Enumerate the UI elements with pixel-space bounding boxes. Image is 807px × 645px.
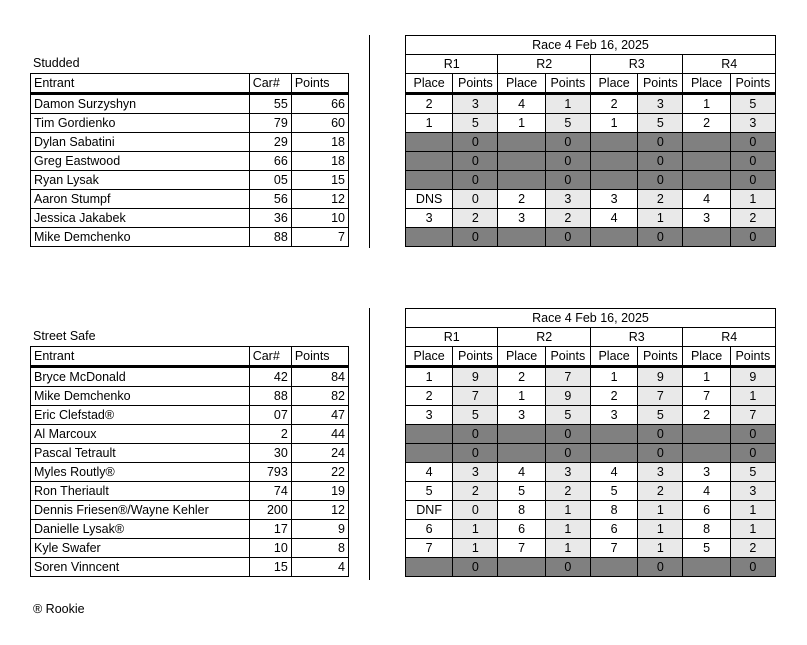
place-cell: 2 — [406, 94, 453, 114]
points-cell: 0 — [453, 558, 498, 577]
points-cell: 3 — [638, 94, 683, 114]
entrant-name: Pascal Tetrault — [31, 444, 250, 463]
result-row — [406, 387, 776, 406]
place-header: Place — [590, 347, 637, 367]
place-cell: 3 — [498, 406, 545, 425]
place-cell: 7 — [406, 539, 453, 558]
entrant-name: Mike Demchenko — [31, 228, 250, 247]
points-cell: 0 — [638, 425, 683, 444]
points-cell: 1 — [730, 501, 775, 520]
points-cell: 1 — [730, 520, 775, 539]
place-cell: 4 — [498, 463, 545, 482]
points-header: Points — [453, 74, 498, 94]
standings-row — [31, 425, 349, 444]
place-cell — [590, 558, 637, 577]
entrant-name: Tim Gordienko — [31, 114, 250, 133]
street-safe-race-results-table — [405, 308, 776, 577]
round-r2-header: R2 — [498, 328, 590, 347]
standings-row — [31, 190, 349, 209]
points-cell: 2 — [453, 209, 498, 228]
entrant-name: Myles Routly® — [31, 463, 250, 482]
place-cell — [683, 444, 730, 463]
points-header: Points — [638, 74, 683, 94]
place-cell: 1 — [406, 114, 453, 133]
points-total: 12 — [291, 501, 348, 520]
points-total: 12 — [291, 190, 348, 209]
place-points-header-row — [406, 74, 776, 94]
points-cell: 0 — [638, 558, 683, 577]
place-cell: 7 — [683, 387, 730, 406]
place-cell — [498, 133, 545, 152]
points-cell: 1 — [453, 520, 498, 539]
points-cell: 1 — [545, 501, 590, 520]
place-cell: 4 — [590, 209, 637, 228]
car-number: 42 — [249, 367, 291, 387]
standings-row — [31, 367, 349, 387]
place-cell — [590, 444, 637, 463]
result-row — [406, 133, 776, 152]
result-row — [406, 406, 776, 425]
studded-divider — [369, 35, 370, 248]
points-cell: 1 — [730, 387, 775, 406]
place-cell — [406, 558, 453, 577]
entrant-name: Bryce McDonald — [31, 367, 250, 387]
entrant-name: Jessica Jakabek — [31, 209, 250, 228]
standings-row — [31, 444, 349, 463]
points-cell: 2 — [545, 209, 590, 228]
standings-row — [31, 558, 349, 577]
place-cell: 8 — [683, 520, 730, 539]
place-cell — [683, 133, 730, 152]
points-cell: 1 — [545, 94, 590, 114]
place-header: Place — [590, 74, 637, 94]
street-safe-divider — [369, 308, 370, 580]
points-cell: 0 — [453, 501, 498, 520]
place-cell: 3 — [590, 190, 637, 209]
car-number: 793 — [249, 463, 291, 482]
place-cell: 4 — [498, 94, 545, 114]
place-cell: 6 — [406, 520, 453, 539]
place-cell: 3 — [406, 209, 453, 228]
place-cell — [498, 171, 545, 190]
entrant-name: Mike Demchenko — [31, 387, 250, 406]
points-cell: 1 — [638, 520, 683, 539]
points-cell: 0 — [730, 133, 775, 152]
car-number-header: Car# — [249, 347, 291, 367]
points-header: Points — [730, 347, 775, 367]
points-cell: 1 — [638, 501, 683, 520]
entrant-header: Entrant — [31, 347, 250, 367]
result-row — [406, 501, 776, 520]
place-cell: 6 — [590, 520, 637, 539]
place-cell: 6 — [498, 520, 545, 539]
points-header: Points — [730, 74, 775, 94]
car-number: 05 — [249, 171, 291, 190]
place-cell: 3 — [498, 209, 545, 228]
car-number: 200 — [249, 501, 291, 520]
points-cell: 5 — [545, 406, 590, 425]
place-cell: 5 — [406, 482, 453, 501]
entrant-name: Danielle Lysak® — [31, 520, 250, 539]
place-cell: DNS — [406, 190, 453, 209]
result-row — [406, 94, 776, 114]
place-cell: 2 — [683, 114, 730, 133]
race-title-row — [406, 36, 776, 55]
place-cell: 4 — [683, 190, 730, 209]
round-r4-header: R4 — [683, 55, 776, 74]
points-cell: 2 — [638, 482, 683, 501]
points-cell: 0 — [730, 171, 775, 190]
place-cell: 7 — [590, 539, 637, 558]
points-total: 4 — [291, 558, 348, 577]
place-header: Place — [406, 74, 453, 94]
result-row — [406, 558, 776, 577]
place-cell — [683, 152, 730, 171]
points-cell: 5 — [453, 114, 498, 133]
round-r1-header: R1 — [406, 328, 498, 347]
points-cell: 0 — [453, 190, 498, 209]
result-row — [406, 539, 776, 558]
standings-row — [31, 152, 349, 171]
round-r4-header: R4 — [683, 328, 776, 347]
standings-header-row — [31, 347, 349, 367]
entrant-name: Ryan Lysak — [31, 171, 250, 190]
points-total: 24 — [291, 444, 348, 463]
place-cell: 5 — [590, 482, 637, 501]
points-cell: 0 — [730, 558, 775, 577]
place-cell: 1 — [406, 367, 453, 387]
points-cell: 0 — [730, 444, 775, 463]
entrant-name: Dylan Sabatini — [31, 133, 250, 152]
car-number: 17 — [249, 520, 291, 539]
points-header: Points — [545, 347, 590, 367]
rookie-footnote: ® Rookie — [33, 602, 85, 616]
points-cell: 0 — [545, 152, 590, 171]
race-title-row — [406, 309, 776, 328]
place-cell — [683, 558, 730, 577]
result-row — [406, 444, 776, 463]
standings-row — [31, 387, 349, 406]
place-cell: 3 — [590, 406, 637, 425]
points-cell: 1 — [453, 539, 498, 558]
points-total: 47 — [291, 406, 348, 425]
place-cell — [498, 444, 545, 463]
points-cell: 0 — [545, 425, 590, 444]
points-cell: 1 — [638, 539, 683, 558]
car-number: 55 — [249, 94, 291, 114]
standings-row — [31, 171, 349, 190]
entrant-name: Dennis Friesen®/Wayne Kehler — [31, 501, 250, 520]
points-cell: 5 — [638, 114, 683, 133]
race-title: Race 4 Feb 16, 2025 — [406, 36, 776, 55]
points-cell: 5 — [545, 114, 590, 133]
place-cell: 5 — [498, 482, 545, 501]
entrant-name: Soren Vinncent — [31, 558, 250, 577]
place-cell: 1 — [683, 94, 730, 114]
place-cell — [590, 228, 637, 247]
place-cell: 4 — [683, 482, 730, 501]
studded-standings-table — [30, 73, 349, 247]
place-cell: 1 — [590, 114, 637, 133]
round-r3-header: R3 — [590, 55, 682, 74]
round-header-row — [406, 55, 776, 74]
points-cell: 0 — [730, 425, 775, 444]
standings-row — [31, 209, 349, 228]
points-header: Points — [638, 347, 683, 367]
points-cell: 3 — [545, 463, 590, 482]
street-safe-label: Street Safe — [33, 329, 96, 343]
points-cell: 1 — [545, 539, 590, 558]
points-total: 7 — [291, 228, 348, 247]
car-number: 15 — [249, 558, 291, 577]
result-row — [406, 152, 776, 171]
place-cell: 2 — [683, 406, 730, 425]
round-header-row — [406, 328, 776, 347]
points-total: 18 — [291, 133, 348, 152]
car-number: 74 — [249, 482, 291, 501]
result-row — [406, 463, 776, 482]
points-cell: 9 — [545, 387, 590, 406]
points-total: 22 — [291, 463, 348, 482]
standings-row — [31, 520, 349, 539]
points-cell: 0 — [545, 228, 590, 247]
place-cell: DNF — [406, 501, 453, 520]
points-cell: 7 — [638, 387, 683, 406]
place-cell: 2 — [498, 367, 545, 387]
points-cell: 1 — [638, 209, 683, 228]
street-safe-standings-table — [30, 346, 349, 577]
points-total: 15 — [291, 171, 348, 190]
studded-label: Studded — [33, 56, 80, 70]
place-cell — [406, 152, 453, 171]
place-cell: 5 — [683, 539, 730, 558]
entrant-name: Damon Surzyshyn — [31, 94, 250, 114]
round-r3-header: R3 — [590, 328, 682, 347]
place-cell — [683, 425, 730, 444]
car-number: 29 — [249, 133, 291, 152]
place-cell: 2 — [498, 190, 545, 209]
standings-row — [31, 463, 349, 482]
points-cell: 0 — [638, 228, 683, 247]
points-cell: 1 — [545, 520, 590, 539]
points-cell: 9 — [638, 367, 683, 387]
round-r2-header: R2 — [498, 55, 590, 74]
result-row — [406, 482, 776, 501]
car-number: 56 — [249, 190, 291, 209]
place-cell: 8 — [590, 501, 637, 520]
points-cell: 0 — [545, 444, 590, 463]
points-cell: 3 — [730, 114, 775, 133]
points-header: Points — [545, 74, 590, 94]
place-cell: 2 — [590, 387, 637, 406]
place-header: Place — [498, 74, 545, 94]
standings-row — [31, 228, 349, 247]
place-cell: 3 — [406, 406, 453, 425]
points-total: 8 — [291, 539, 348, 558]
points-total: 19 — [291, 482, 348, 501]
points-cell: 7 — [453, 387, 498, 406]
race-title: Race 4 Feb 16, 2025 — [406, 309, 776, 328]
car-number: 07 — [249, 406, 291, 425]
place-cell — [683, 228, 730, 247]
standings-row — [31, 501, 349, 520]
entrant-name: Ron Theriault — [31, 482, 250, 501]
points-cell: 2 — [638, 190, 683, 209]
car-number: 88 — [249, 228, 291, 247]
place-cell — [406, 444, 453, 463]
place-points-header-row — [406, 347, 776, 367]
standings-row — [31, 482, 349, 501]
car-number-header: Car# — [249, 74, 291, 94]
standings-row — [31, 133, 349, 152]
car-number: 66 — [249, 152, 291, 171]
place-cell: 1 — [498, 114, 545, 133]
place-cell: 7 — [498, 539, 545, 558]
points-header: Points — [453, 347, 498, 367]
result-row — [406, 520, 776, 539]
standings-row — [31, 406, 349, 425]
points-cell: 7 — [730, 406, 775, 425]
points-cell: 0 — [545, 558, 590, 577]
points-total: 18 — [291, 152, 348, 171]
place-cell: 2 — [590, 94, 637, 114]
points-cell: 2 — [453, 482, 498, 501]
car-number: 88 — [249, 387, 291, 406]
points-cell: 0 — [453, 444, 498, 463]
standings-header-row — [31, 74, 349, 94]
car-number: 30 — [249, 444, 291, 463]
result-row — [406, 114, 776, 133]
place-cell: 8 — [498, 501, 545, 520]
result-row — [406, 228, 776, 247]
place-header: Place — [683, 347, 730, 367]
points-header: Points — [291, 347, 348, 367]
place-cell: 6 — [683, 501, 730, 520]
points-total: 66 — [291, 94, 348, 114]
standings-row — [31, 94, 349, 114]
points-cell: 1 — [730, 190, 775, 209]
place-cell: 4 — [406, 463, 453, 482]
points-cell: 2 — [730, 539, 775, 558]
place-cell: 4 — [590, 463, 637, 482]
points-cell: 2 — [545, 482, 590, 501]
place-cell — [498, 425, 545, 444]
studded-race-results-table — [405, 35, 776, 247]
place-cell — [498, 558, 545, 577]
place-cell — [590, 133, 637, 152]
points-header: Points — [291, 74, 348, 94]
place-cell — [683, 171, 730, 190]
place-cell: 1 — [683, 367, 730, 387]
round-r1-header: R1 — [406, 55, 498, 74]
place-cell — [406, 425, 453, 444]
entrant-name: Greg Eastwood — [31, 152, 250, 171]
points-cell: 9 — [730, 367, 775, 387]
entrant-name: Eric Clefstad® — [31, 406, 250, 425]
points-cell: 0 — [638, 444, 683, 463]
points-cell: 0 — [545, 133, 590, 152]
place-cell — [590, 152, 637, 171]
points-cell: 0 — [453, 171, 498, 190]
points-cell: 0 — [638, 152, 683, 171]
points-total: 44 — [291, 425, 348, 444]
entrant-name: Kyle Swafer — [31, 539, 250, 558]
place-header: Place — [683, 74, 730, 94]
place-cell — [590, 171, 637, 190]
entrant-name: Al Marcoux — [31, 425, 250, 444]
place-cell: 2 — [406, 387, 453, 406]
points-total: 60 — [291, 114, 348, 133]
points-cell: 5 — [730, 463, 775, 482]
place-cell: 1 — [498, 387, 545, 406]
place-cell — [406, 228, 453, 247]
points-cell: 3 — [730, 482, 775, 501]
car-number: 10 — [249, 539, 291, 558]
result-row — [406, 425, 776, 444]
points-cell: 0 — [453, 152, 498, 171]
points-cell: 0 — [545, 171, 590, 190]
place-cell — [498, 152, 545, 171]
entrant-name: Aaron Stumpf — [31, 190, 250, 209]
place-cell: 3 — [683, 463, 730, 482]
result-row — [406, 209, 776, 228]
points-cell: 2 — [730, 209, 775, 228]
points-cell: 0 — [730, 152, 775, 171]
points-cell: 0 — [730, 228, 775, 247]
car-number: 36 — [249, 209, 291, 228]
points-total: 10 — [291, 209, 348, 228]
result-row — [406, 171, 776, 190]
standings-row — [31, 539, 349, 558]
car-number: 79 — [249, 114, 291, 133]
place-cell — [406, 171, 453, 190]
points-total: 82 — [291, 387, 348, 406]
place-cell — [406, 133, 453, 152]
points-cell: 3 — [638, 463, 683, 482]
points-cell: 0 — [453, 425, 498, 444]
points-cell: 3 — [453, 463, 498, 482]
place-cell: 3 — [683, 209, 730, 228]
place-cell: 1 — [590, 367, 637, 387]
points-cell: 0 — [453, 228, 498, 247]
points-cell: 3 — [453, 94, 498, 114]
result-row — [406, 367, 776, 387]
points-cell: 7 — [545, 367, 590, 387]
place-cell — [498, 228, 545, 247]
points-cell: 0 — [638, 133, 683, 152]
points-total: 9 — [291, 520, 348, 539]
place-header: Place — [498, 347, 545, 367]
place-cell — [590, 425, 637, 444]
car-number: 2 — [249, 425, 291, 444]
points-cell: 5 — [453, 406, 498, 425]
points-cell: 9 — [453, 367, 498, 387]
points-cell: 5 — [638, 406, 683, 425]
standings-row — [31, 114, 349, 133]
points-cell: 0 — [638, 171, 683, 190]
place-header: Place — [406, 347, 453, 367]
points-cell: 5 — [730, 94, 775, 114]
points-cell: 3 — [545, 190, 590, 209]
entrant-header: Entrant — [31, 74, 250, 94]
points-total: 84 — [291, 367, 348, 387]
result-row — [406, 190, 776, 209]
points-cell: 0 — [453, 133, 498, 152]
